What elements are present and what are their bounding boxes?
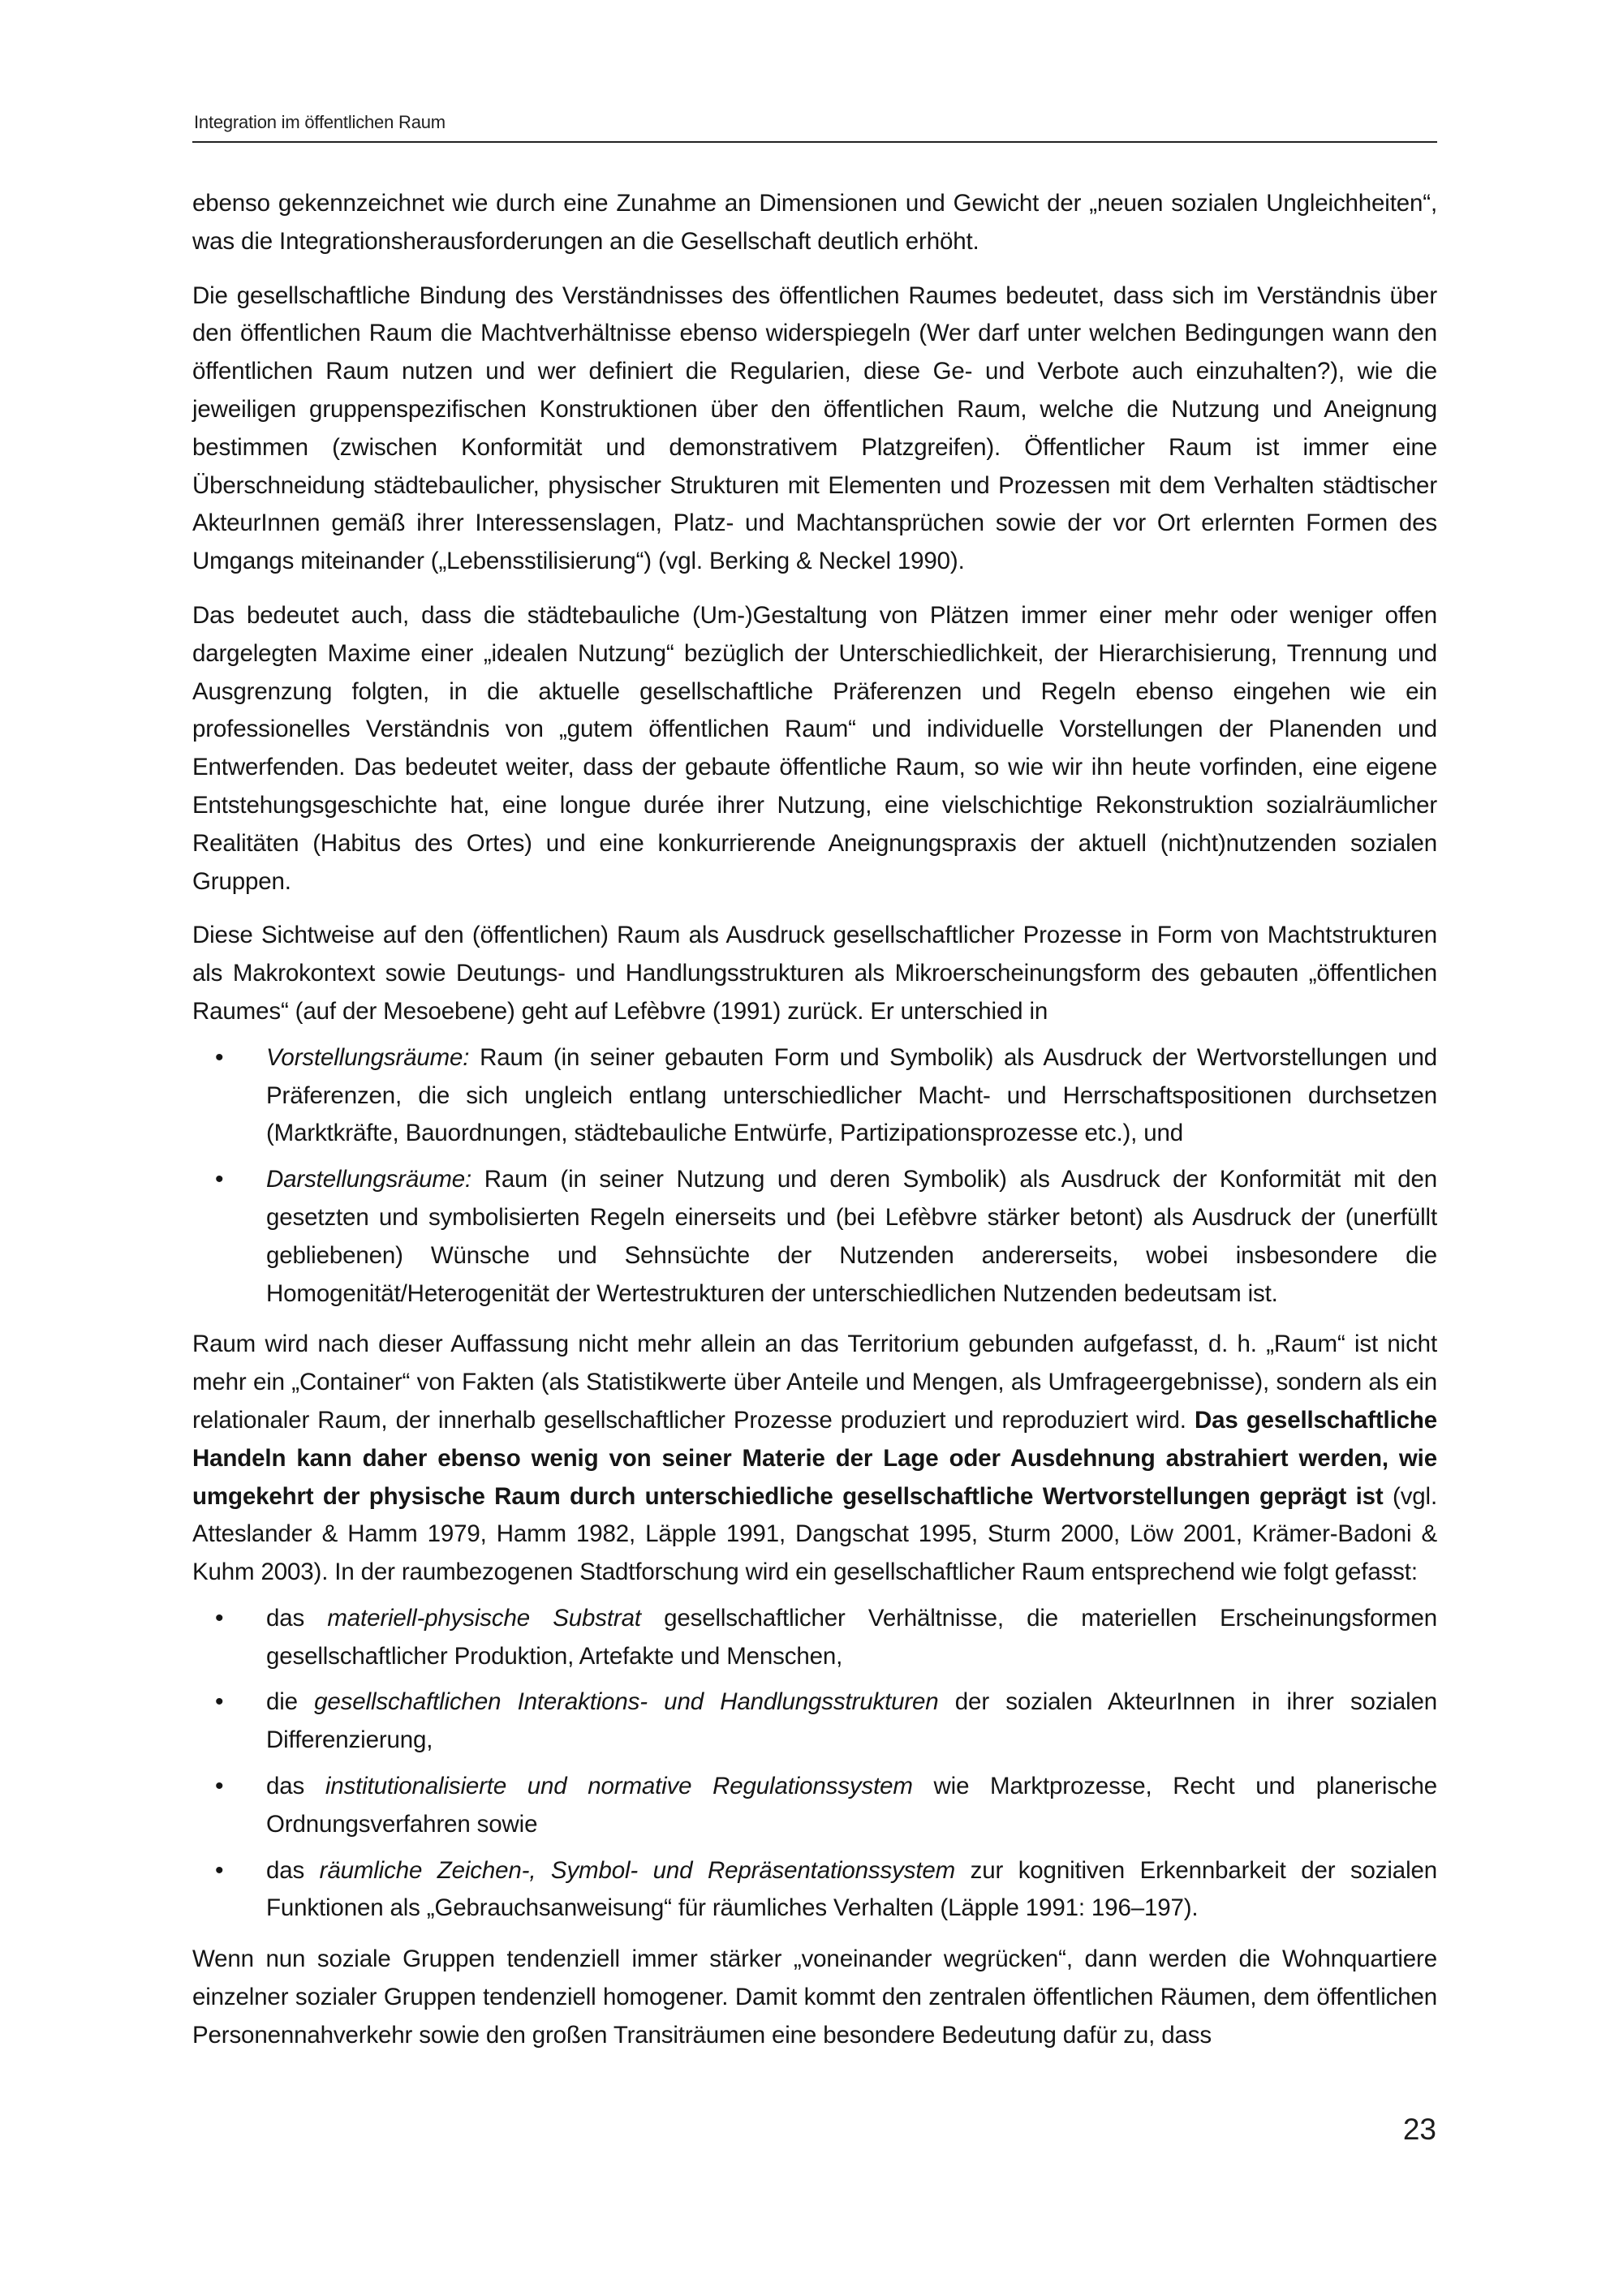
list-item-term: materiell-physische Substrat [327,1604,641,1632]
list-item-text: zur kognitiven Erkennbarkeit der sozialen Funktionen als „Gebrauchsanweisung“ für räumliches Verhalten (Läpple 1991: 196–197). [266,1856,1437,1922]
page-number: 23 [1402,2113,1436,2146]
list-item [192,1161,1437,1313]
list-item-text: Raum (in seiner Nutzung und deren Symbolik) als Ausdruck der Konformität mit den gesetzten und symbolisierten Regeln einerseits und (bei Lefèbvre stärker betont) als Ausdruck der (unerfüllt gebliebenen) Wünsche und Sehnsüchte der Nutzenden andererseits, wobei insbesondere die Homogenität/Heterogenität der Wertestrukturen der unterschiedlichen Nutzenden bedeutsam ist. [266,1166,1437,1307]
list-item-term: räumliche Zeichen-, Symbol- und Repräsentationssystem [319,1856,956,1884]
list-item-text: wie Marktprozesse, Recht und planerische Ordnungsverfahren sowie [266,1773,1437,1838]
paragraph-text-start: Raum wird nach dieser Auffassung nicht mehr allein an das Territorium gebunden aufgefasst, d. h. „Raum“ ist nicht mehr ein „Container“ von Fakten (als Statistikwerte über Anteile und Mengen, als Umfrageergebnisse), sondern als ein relationaler Raum, der innerhalb gesellschaftlicher Prozesse produziert und reproduziert wird. [192,1331,1437,1434]
bullet-icon: • [215,1043,224,1071]
list-item-pre: das [266,1773,325,1800]
paragraph-power-relations: Die gesellschaftliche Bindung des Verständnisses des öffentlichen Raumes bedeutet, dass sich im Verständnis über den öffentlichen Raum die Machtverhältnisse ebenso widerspiegeln (Wer darf unter welchen Bedingungen wann den öffentlichen Raum nutzen und wer definiert die Regularien, diese Ge- und Verbote auch einzuhalten?), wie die jeweiligen gruppenspezifischen Konstruktionen über den öffentlichen Raum, welche die Nutzung und Aneignung bestimmen (zwischen Konformität und demonstrativem Platzgreifen). Öffentlicher Raum ist immer eine Überschneidung städtebaulicher, physischer Strukturen mit Elementen und Prozessen mit dem Verhalten städtischer AkteurInnen gemäß ihrer Interessenslagen, Platz- und Machtansprüchen sowie der vor Ort erlernten Formen des Umgangs miteinander („Lebensstilisierung“) (vgl. Berking & Neckel 1990). [192,282,1437,575]
list-item [192,1683,1437,1760]
paragraph-lefebvre: Diese Sichtweise auf den (öffentlichen) Raum als Ausdruck gesellschaftlicher Prozesse in Form von Machtstrukturen als Makrokontext sowie Deutungs- und Handlungsstrukturen als Mikroerscheinungsform des gebauten „öffentlichen Raumes“ (auf der Mesoebene) geht auf Lefèbvre (1991) zurück. Er unterschied in [192,922,1437,1025]
list-item-pre: das [266,1604,328,1632]
list-item-pre: die [266,1688,315,1716]
bullet-icon: • [215,1856,224,1884]
paragraph-text-end: (vgl. Atteslander & Hamm 1979, Hamm 1982, Läpple 1991, Dangschat 1995, Sturm 2000, Löw 2001, Krämer-Badoni & Kuhm 2003). In der raumbezogenen Stadtforschung wird ein gesellschaftlicher Raum entsprechend wie folgt gefasst: [192,1482,1437,1586]
list-item-term: gesellschaftlichen Interaktions- und Handlungsstrukturen [314,1688,939,1716]
list-item [192,1852,1437,1928]
paragraph-urban-design: Das bedeutet auch, dass die städtebauliche (Um-)Gestaltung von Plätzen immer einer mehr oder weniger offen dargelegten Maxime einer „idealen Nutzung“ bezüglich der Unterschiedlichkeit, der Hierarchisierung, Trennung und Ausgrenzung folgten, in die aktuelle gesellschaftliche Präferenzen und Regeln ebenso eingehen wie ein professionelles Verständnis von „gutem öffentlichen Raum“ und individuelle Vorstellungen der Planenden und Entwerfenden. Das bedeutet weiter, dass der gebaute öffentliche Raum, so wie wir ihn heute vorfinden, eine eigene Entstehungsgeschichte hat, eine longue durée ihrer Nutzung, eine vielschichtige Rekonstruktion sozialräumlicher Realitäten (Habitus des Ortes) und eine konkurrierende Aneignungspraxis der aktuell (nicht)nutzenden sozialen Gruppen. [192,601,1437,895]
bullet-icon: • [215,1604,224,1632]
list-item-term: institutionalisierte und normative Regulationssystem [325,1773,913,1800]
paragraph-social-groups: Wenn nun soziale Gruppen tendenziell immer stärker „voneinander wegrücken“, dann werden die Wohnquartiere einzelner sozialer Gruppen tendenziell homogener. Damit kommt den zentralen öffentlichen Räumen, dem öffentlichen Personennahverkehr sowie den großen Transiträumen eine besondere Bedeutung dafür zu, dass [192,1946,1437,2049]
paragraph-continuation: ebenso gekennzeichnet wie durch eine Zunahme an Dimensionen und Gewicht der „neuen sozialen Ungleichheiten“, was die Integrationsherausforderungen an die Gesellschaft deutlich erhöht. [192,190,1437,255]
raum-list [192,1600,1437,1928]
lefebvre-list [192,1039,1437,1314]
bullet-icon: • [215,1773,224,1800]
list-item [192,1600,1437,1676]
list-item-term: Vorstellungsräume: [266,1043,470,1071]
list-item-text: der sozialen AkteurInnen in ihrer sozialen Differenzierung, [266,1688,1437,1754]
running-header-title: Integration im öffentlichen Raum [194,112,446,132]
paragraph-relational-space [192,1326,1437,1592]
bullet-icon: • [215,1688,224,1716]
running-header [192,105,1437,143]
list-item-text: gesellschaftlicher Verhältnisse, die materiellen Erscheinungsformen gesellschaftlicher Produktion, Artefakte und Menschen, [266,1604,1437,1670]
list-item-term: Darstellungsräume: [266,1166,472,1193]
paragraph-bold-statement: Das gesellschaftliche Handeln kann daher ebenso wenig von seiner Materie der Lage oder Ausdehnung abstrahiert werden, wie umgekehrt der physische Raum durch unterschiedliche gesellschaftliche Wertvorstellungen geprägt ist [192,1406,1437,1510]
bullet-icon: • [215,1166,224,1193]
list-item-pre: das [266,1856,320,1884]
body-text [192,185,1437,2071]
list-item [192,1039,1437,1153]
list-item [192,1768,1437,1844]
list-item-text: Raum (in seiner gebauten Form und Symbolik) als Ausdruck der Wertvorstellungen und Präferenzen, die sich ungleich entlang unterschiedlicher Macht- und Herrschaftspositionen durchsetzen (Marktkräfte, Bauordnungen, städtebauliche Entwürfe, Partizipationsprozesse etc.), und [266,1043,1437,1147]
